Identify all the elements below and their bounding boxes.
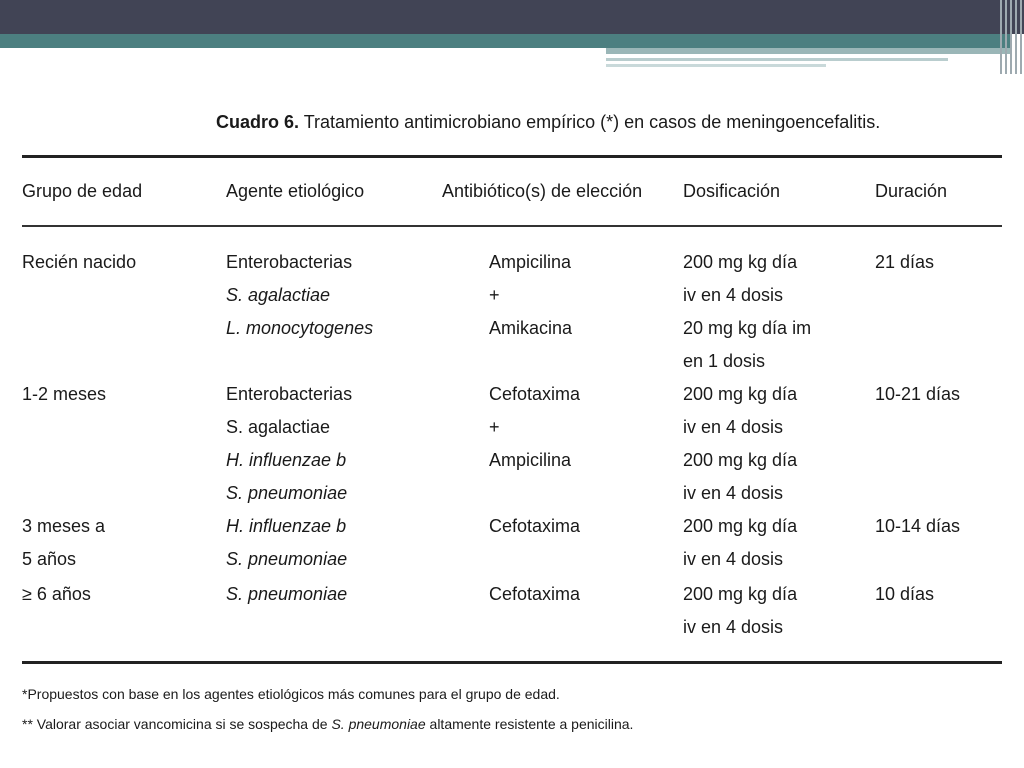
header-age-group: Grupo de edad bbox=[22, 181, 143, 201]
header-agent: Agente etiológico bbox=[226, 181, 365, 201]
slide-accent-bar bbox=[0, 34, 1010, 48]
cell-dosage: 200 mg kg día iv en 4 dosis 20 mg kg día im en 1 dosis bbox=[683, 252, 812, 371]
cell-dosage: 200 mg kg día iv en 4 dosis 200 mg kg día iv en 4 dosis bbox=[683, 384, 798, 503]
cell-antibiotic: Cefotaxima bbox=[489, 584, 581, 604]
slide-accent-line bbox=[606, 64, 826, 67]
cell-agent: Enterobacterias S. agalactiae L. monocytogenes bbox=[226, 252, 374, 338]
cell-antibiotic: Ampicilina + Amikacina bbox=[489, 252, 573, 338]
slide-top-bar bbox=[0, 0, 1024, 34]
footnote-1: *Propuestos con base en los agentes etiológicos más comunes para el grupo de edad. bbox=[22, 686, 560, 702]
cell-antibiotic: Cefotaxima bbox=[489, 516, 581, 536]
slide-accent-line bbox=[606, 48, 1010, 54]
header-dosage: Dosificación bbox=[683, 181, 781, 201]
header-duration: Duración bbox=[875, 181, 948, 201]
table-bottom-rule bbox=[22, 661, 1002, 664]
cell-dosage: 200 mg kg día iv en 4 dosis bbox=[683, 584, 798, 637]
table-top-rule bbox=[22, 155, 1002, 158]
cell-duration: 21 días bbox=[875, 252, 935, 272]
table-caption bbox=[216, 112, 880, 133]
cell-age: ≥ 6 años bbox=[22, 584, 91, 604]
slide-corner-decoration bbox=[998, 0, 1024, 74]
caption-text: Tratamiento antimicrobiano empírico (*) en casos de meningoencefalitis. bbox=[303, 112, 881, 132]
cell-dosage: 200 mg kg día iv en 4 dosis bbox=[683, 516, 798, 569]
cell-agent: H. influenzae b S. pneumoniae bbox=[226, 516, 348, 569]
cell-duration: 10-14 días bbox=[875, 516, 961, 536]
cell-duration: 10-21 días bbox=[875, 384, 961, 404]
cell-duration: 10 días bbox=[875, 584, 935, 604]
header-rule bbox=[22, 225, 1002, 227]
header-antibiotic: Antibiótico(s) de elección bbox=[442, 181, 643, 201]
cell-antibiotic: Cefotaxima + Ampicilina bbox=[489, 384, 581, 470]
cell-agent: S. pneumoniae bbox=[226, 584, 348, 604]
cell-age: 1-2 meses bbox=[22, 384, 107, 404]
footnote-2: ** Valorar asociar vancomicina si se sospecha de S. pneumoniae altamente resistente a penicilina. bbox=[22, 716, 634, 732]
cell-age: Recién nacido bbox=[22, 252, 137, 272]
caption-label: Cuadro 6. bbox=[216, 112, 300, 132]
cell-age: 3 meses a 5 años bbox=[22, 516, 106, 569]
cell-agent: Enterobacterias S. agalactiae H. influenzae b S. pneumoniae bbox=[226, 384, 353, 503]
slide-accent-line bbox=[606, 58, 948, 61]
